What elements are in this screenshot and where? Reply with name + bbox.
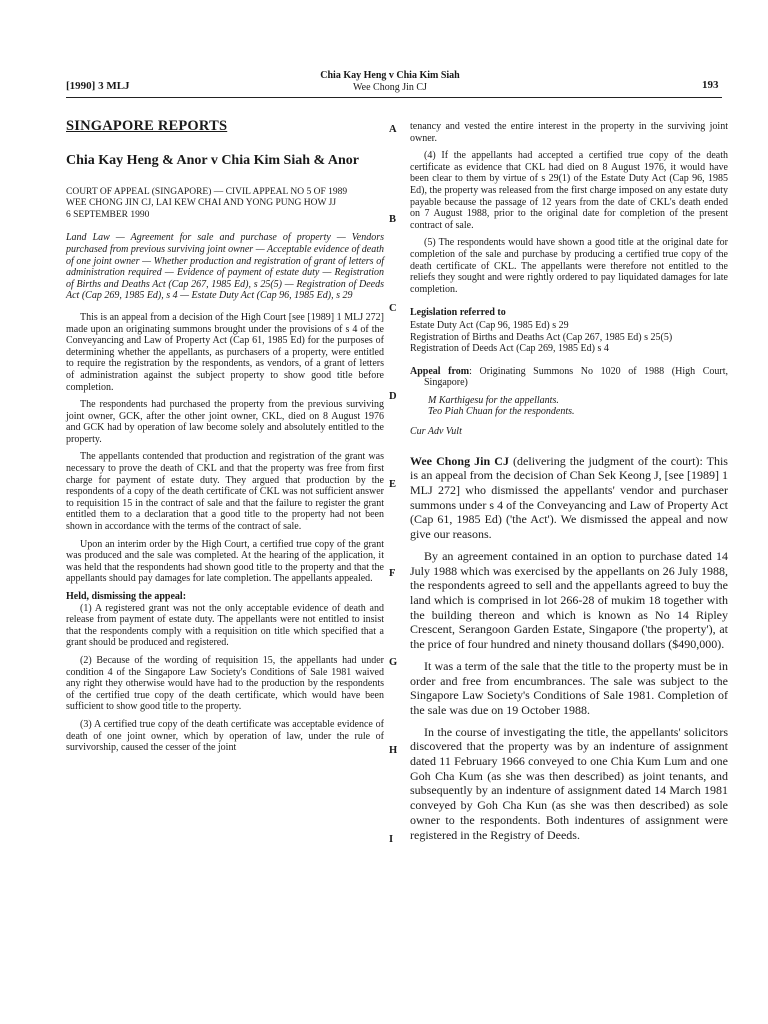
right-column — [410, 121, 728, 849]
margin-letter: I — [389, 834, 394, 845]
held-label: Held, dismissing the appeal: — [66, 591, 187, 602]
judge-name: Wee Chong Jin CJ — [410, 453, 509, 468]
margin-letter: E — [389, 479, 397, 490]
legislation-item: Estate Duty Act (Cap 96, 1985 Ed) s 29 — [410, 319, 569, 331]
held-block — [66, 591, 384, 603]
judgment-paragraph — [410, 454, 728, 542]
cur-adv-vult: Cur Adv Vult — [410, 426, 462, 438]
header-case-short: Chia Kay Heng v Chia Kim Siah — [320, 70, 460, 81]
case-title: Chia Kay Heng & Anor v Chia Kim Siah & Anor — [66, 152, 360, 168]
legislation-item: Registration of Deeds Act (Cap 269, 1985 Ed) s 4 — [410, 343, 609, 355]
held-point: (2) Because of the wording of requisition 15, the appellants had under condition 4 of the Singapore Law Society's Conditions of Sale 1981 waived any right they otherwise would have had to the production by the respondents of the certified true copy of the death certificate, which would have been sufficient to show good title to the property. — [66, 654, 384, 713]
left-column — [66, 118, 384, 760]
headnote-paragraph: The appellants contended that production and registration of the grant was necessary to prove the death of CKL and that the property was free from first charge for payment of estate duty. They argued that production by the respondents of a copy of the death certificate of CKL was not sufficient answer to requisition 15 in the contract of sale and that the failure to register the grant entitled them to a declaration that a good title to the property had not been shown in accordance with the terms of the contract of sale. — [66, 451, 384, 533]
catchwords: Land Law — Agreement for sale and purchase of property — Vendors purchased from previous surviving joint owner — Acceptable evidence of death of one joint owner — Whether production and registration of grant of letters of administration required — Evidence of payment of estate duty — Registration of Births and Deaths Act (Cap 267, 1985 Ed), s 25(5) — Registration of Deeds Act (Cap 269, 1985 Ed), s 4 — Estate Duty Act (Cap 96, 1985 Ed), s 29 — [66, 232, 384, 302]
judgment-text — [410, 454, 728, 843]
headnote-paragraph: The respondents had purchased the property from the previous surviving joint owner, GCK, after the other joint owner, CKL, died on 8 August 1976 and GCK had by operation of law become solely and absolutely entitled to the property. — [66, 399, 384, 445]
margin-letter: G — [389, 657, 398, 668]
header-citation: [1990] 3 MLJ — [66, 80, 130, 92]
headnote-paragraph: This is an appeal from a decision of the High Court [see [1989] 1 MLJ 272] made upon an originating summons brought under the provisions of s 4 of the Conveyancing and Law of Property Act (Cap 61, 1985 Ed) for the purposes of determining whether the appellants, as purchasers of a property, were entitled to require the registration by the respondents, as vendors, of a grant of letters of administration against the subject property to show good title before completion. — [66, 311, 384, 393]
counsel-respondents: Teo Piah Chuan for the respondents. — [428, 406, 575, 418]
held-continuation: tenancy and vested the entire interest in the property in the surviving joint owner. — [410, 121, 728, 144]
counsel-appellants: M Karthigesu for the appellants. — [428, 394, 559, 406]
coram-line: WEE CHONG JIN CJ, LAI KEW CHAI AND YONG PUNG HOW JJ — [66, 198, 337, 209]
margin-letter: A — [389, 124, 397, 135]
margin-letter: B — [389, 214, 397, 225]
appeal-label: Appeal from — [410, 365, 470, 377]
held-point: (3) A certified true copy of the death certificate was acceptable evidence of death of one joint owner, which by operation of law, under the rule of survivorship, caused the cesser of the joint — [66, 718, 384, 754]
judgment-paragraph: In the course of investigating the title, the appellants' solicitors discovered that the property was by an indenture of assignment dated 11 February 1966 conveyed to one Chia Kum Lum and one Goh Cha Kum (as she was then described) as joint tenants, and subsequently by an indenture of assignment dated 14 March 1981 conveyed by Goh Cha Kun (as she was then described) as sole owner to the respondents. Both indentures of assignment were registered in the Registry of Deeds. — [410, 724, 728, 842]
margin-letter: C — [389, 303, 397, 314]
margin-letter: F — [389, 568, 396, 579]
court-details — [66, 187, 384, 222]
appeal-text: : Originating Summons No 1020 of 1988 (High Court, Singapore) — [424, 365, 728, 389]
margin-letter: D — [389, 391, 397, 402]
header-rule — [66, 97, 722, 98]
decision-date: 6 SEPTEMBER 1990 — [66, 209, 150, 220]
legislation-heading: Legislation referred to — [410, 307, 506, 319]
court-line: COURT OF APPEAL (SINGAPORE) — CIVIL APPEAL NO 5 OF 1989 — [66, 186, 348, 197]
judgment-paragraph: It was a term of the sale that the title to the property must be in order and free from encumbrances. The sale was subject to the Singapore Law Society's Conditions of Sale 1981. Completion of the sale was due on 19 October 1988. — [410, 658, 728, 717]
margin-letter: H — [389, 745, 398, 756]
judgment-paragraph: By an agreement contained in an option to purchase dated 14 July 1988 which was exercised by the appellants on 26 July 1988, the respondents agreed to sell and the appellants agreed to buy the land which is comprised in lot 266-28 of mukim 18 together with the building thereon and which is known as No 14 Ripley Crescent, Serangoon Garden Estate, Singapore ('the property'), at the price of four hundred and ninety thousand dollars ($490,000). — [410, 548, 728, 652]
judgment-opening: (delivering the judgment of the court): This is an appeal from the decision of Chan Sek Keong J, [see [1989] 1 MLJ 272] who dismissed the appellants' vendor and purchaser summons under s 4 of the Conveyancing and Law of Property Act (Cap 61, 1985 Ed) ('the Act'). We dismissed the appeal and now give our reasons. — [410, 453, 728, 542]
held-point: (1) A registered grant was not the only acceptable evidence of death and release from payment of estate duty. The appellants were not entitled to insist that the respondents comply with a requisition on title which specified that a grant should be produced and registered. — [66, 602, 384, 649]
headnote-paragraph: Upon an interim order by the High Court, a certified true copy of the grant was produced and the sale was completed. At the hearing of the application, it was held that the respondents had shown good title to the property and that the appellants should pay damages for late completion. The appellants appealed. — [66, 538, 384, 585]
running-header — [240, 70, 540, 94]
held-point: (4) If the appellants had accepted a certified true copy of the death certificate as evidence that CKL had died on 8 August 1976, it would have been clear to them by virtue of s 29(1) of the Estate Duty Act (Cap 96, 1985 Ed), the property was released from the first charge imposed on any estate duty payable because the passage of 12 years from the date of CKL's death ended on 7 August 1988, prior to the original date for completion of the present contract of sale. — [410, 150, 728, 231]
page-number: 193 — [702, 79, 719, 91]
legislation-item: Registration of Births and Deaths Act (Cap 267, 1985 Ed) s 25(5) — [410, 331, 673, 343]
held-point: (5) The respondents would have shown a good title at the original date for completion of the sale and purchase by producing a certified true copy of the death certificate of CKL. The appellants were therefore not entitled to the reliefs they sought and were rightly ordered to pay liquidated damages for late completion. — [410, 237, 728, 295]
report-series-heading: SINGAPORE REPORTS — [66, 118, 228, 134]
appeal-from — [410, 366, 728, 389]
header-judge: Wee Chong Jin CJ — [353, 82, 427, 93]
